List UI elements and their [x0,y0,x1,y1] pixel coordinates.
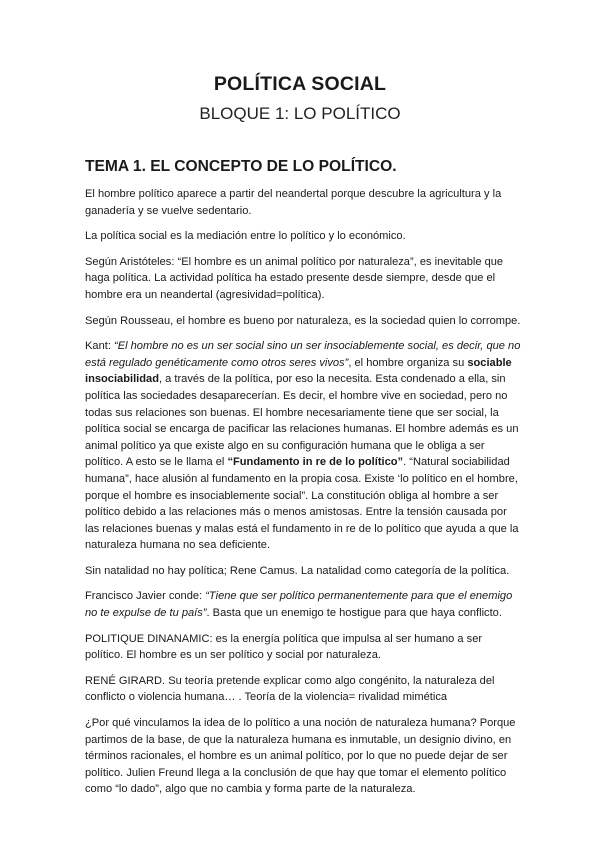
kant-text-3: . “Natural sociabilidad humana”, hace alusión al fundamento en la propia cosa. Existe ‘lo político en el hombre, porque el hombre es insociablemente social”. La constitución obliga al hombre a ser político debido a las relaciones más o menos amistosas. Entre la tensión causada por las relaciones buenas y malas está el fundamento in re de lo político que ayuda a que la naturaleza humana no sea deficiente. [85,456,519,552]
kant-text-2: , a través de la política, por eso la necesita. Esta condenado a ella, sin política las sociedades desaparecerían. Es decir, el hombre vive en sociedad, pero no todas sus relaciones son buenas. El hombre necesariamente tiene que ser social, la política social se encarga de pacificar las relaciones humanas. El hombre además es un animal político ya que existe algo en su configuración humana que le obliga a ser político. A esto se le llama el [85,373,519,469]
kant-quote: “El hombre no es un ser social sino un ser insociablemente social, es decir, que no está regulado genéticamente como otros seres vivos” [85,340,521,369]
paragraph-kant [85,338,521,554]
conde-label: Francisco Javier conde: [85,590,206,603]
document-title: POLÍTICA SOCIAL [213,73,387,95]
conde-quote: “Tiene que ser político permanentemente para que el enemigo no te expulse de tu país” [85,590,513,620]
paragraph-conde [85,588,521,621]
paragraph-natalidad: Sin natalidad no hay política; Rene Camus. La natalidad como categoría de la política. [85,564,510,577]
section-heading: TEMA 1. EL CONCEPTO DE LO POLÍTICO. [85,158,397,175]
conde-text: . Basta que un enemigo te hostigue para que haya conflicto. [206,607,502,620]
paragraph-naturaleza-humana: ¿Por qué vinculamos la idea de lo político a una noción de naturaleza humana? Porque partimos de la base, de que la naturaleza humana es inmutable, un designio divino, en términos racionales, el hombre es un animal político, por lo que no puede dejar de ser político. Julien Freund llega a la conclusión de que hay que tomar el elemento político como “lo dado”, algo que no cambia y forma parte de la naturaleza. [85,717,516,796]
paragraph-girard: RENÉ GIRARD. Su teoría pretende explicar como algo congénito, la naturaleza del conflicto o violencia humana… . Teoría de la violencia= rivalidad mimética [85,674,495,704]
kant-key-term: sociable insociabilidad [85,356,512,386]
paragraph-neandertal: El hombre político aparece a partir del neandertal porque descubre la agricultura y la ganadería y se vuelve sedentario. [85,188,502,217]
paragraph-politique: POLITIQUE DINANAMIC: es la energía política que impulsa al ser humano a ser político. El hombre es un ser político y social por naturaleza. [85,632,483,662]
document-body [85,186,521,807]
paragraph-rousseau: Según Rousseau, el hombre es bueno por naturaleza, es la sociedad quien lo corrompe. [85,314,521,327]
kant-text-1: , el hombre organiza su [348,356,468,369]
paragraph-aristoteles: Según Aristóteles: “El hombre es un animal político por naturaleza”, es inevitable que haga política. La actividad política ha estado presente desde siempre, desde que el hombre era un neandertal (agresividad=política). [85,255,504,301]
kant-label: Kant: [85,340,114,353]
document-subtitle: BLOQUE 1: LO POLÍTICO [199,104,401,123]
fundamento-term: “Fundamento in re de lo político” [227,456,404,469]
paragraph-politica-social: La política social es la mediación entre lo político y lo económico. [85,230,406,243]
